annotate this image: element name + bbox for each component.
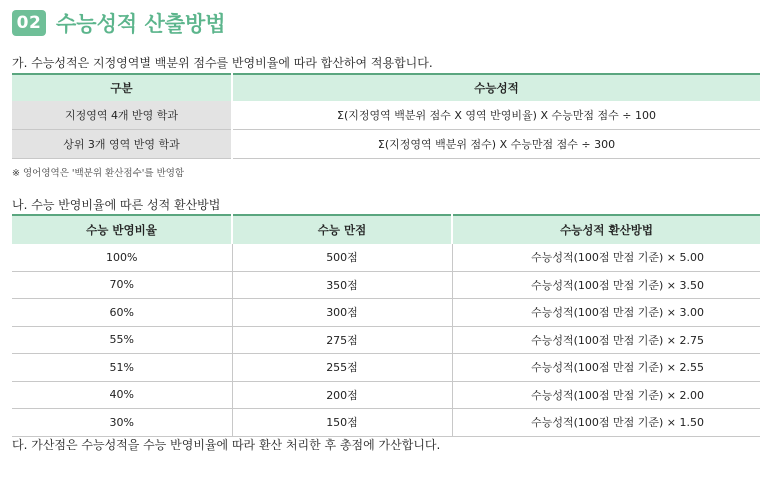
- max-score-cell: 500점: [232, 244, 452, 271]
- max-score-cell: 150점: [232, 409, 452, 437]
- table-header-row: [12, 215, 760, 244]
- max-score-cell: 255점: [232, 354, 452, 382]
- footnote: ※ 영어영역은 '백분위 환산점수'를 반영함: [12, 168, 185, 179]
- paragraph-ga: 가. 수능성적은 지정영역별 백분위 점수를 반영비율에 따라 합산하여 적용합니다.: [12, 56, 433, 70]
- method-cell: 수능성적(100점 만점 기준) × 2.55: [452, 354, 760, 382]
- ratio-cell: 100%: [12, 244, 232, 271]
- table-row: [12, 299, 760, 327]
- column-header-score: 수능성적: [232, 74, 760, 101]
- table-header-row: [12, 74, 760, 101]
- max-score-cell: 200점: [232, 381, 452, 409]
- table-row: [12, 409, 760, 437]
- table-row: [12, 130, 760, 159]
- column-header-max-score: 수능 만점: [232, 215, 452, 244]
- section-number-badge: 02: [12, 10, 46, 36]
- ratio-cell: 60%: [12, 299, 232, 327]
- method-cell: 수능성적(100점 만점 기준) × 5.00: [452, 244, 760, 271]
- method-cell: 수능성적(100점 만점 기준) × 1.50: [452, 409, 760, 437]
- method-cell: 수능성적(100점 만점 기준) × 3.00: [452, 299, 760, 327]
- section-title: 수능성적 산출방법: [56, 12, 226, 36]
- ratio-cell: 70%: [12, 271, 232, 299]
- paragraph-da: 다. 가산점은 수능성적을 수능 반영비율에 따라 환산 처리한 후 총점에 가산합니다.: [12, 438, 441, 452]
- column-header-method: 수능성적 환산방법: [452, 215, 760, 244]
- ratio-cell: 40%: [12, 381, 232, 409]
- table-row: [12, 354, 760, 382]
- ratio-cell: 51%: [12, 354, 232, 382]
- section-header: [12, 8, 226, 38]
- method-cell: 수능성적(100점 만점 기준) × 2.00: [452, 381, 760, 409]
- ratio-cell: 55%: [12, 326, 232, 354]
- column-header-ratio: 수능 반영비율: [12, 215, 232, 244]
- max-score-cell: 350점: [232, 271, 452, 299]
- calculation-formula-table: [12, 73, 760, 159]
- score-conversion-table: [12, 214, 760, 437]
- table-row: [12, 271, 760, 299]
- row-label: 지정영역 4개 반영 학과: [12, 101, 232, 130]
- method-cell: 수능성적(100점 만점 기준) × 3.50: [452, 271, 760, 299]
- formula-cell: Σ(지정영역 백분위 점수 X 영역 반영비율) X 수능만점 점수 ÷ 100: [232, 101, 760, 130]
- ratio-cell: 30%: [12, 409, 232, 437]
- max-score-cell: 275점: [232, 326, 452, 354]
- paragraph-na: 나. 수능 반영비율에 따른 성적 환산방법: [12, 198, 221, 212]
- table-row: [12, 381, 760, 409]
- table-row: [12, 244, 760, 271]
- max-score-cell: 300점: [232, 299, 452, 327]
- method-cell: 수능성적(100점 만점 기준) × 2.75: [452, 326, 760, 354]
- row-label: 상위 3개 영역 반영 학과: [12, 130, 232, 159]
- column-header-category: 구분: [12, 74, 232, 101]
- table-row: [12, 101, 760, 130]
- formula-cell: Σ(지정영역 백분위 점수) X 수능만점 점수 ÷ 300: [232, 130, 760, 159]
- table-row: [12, 326, 760, 354]
